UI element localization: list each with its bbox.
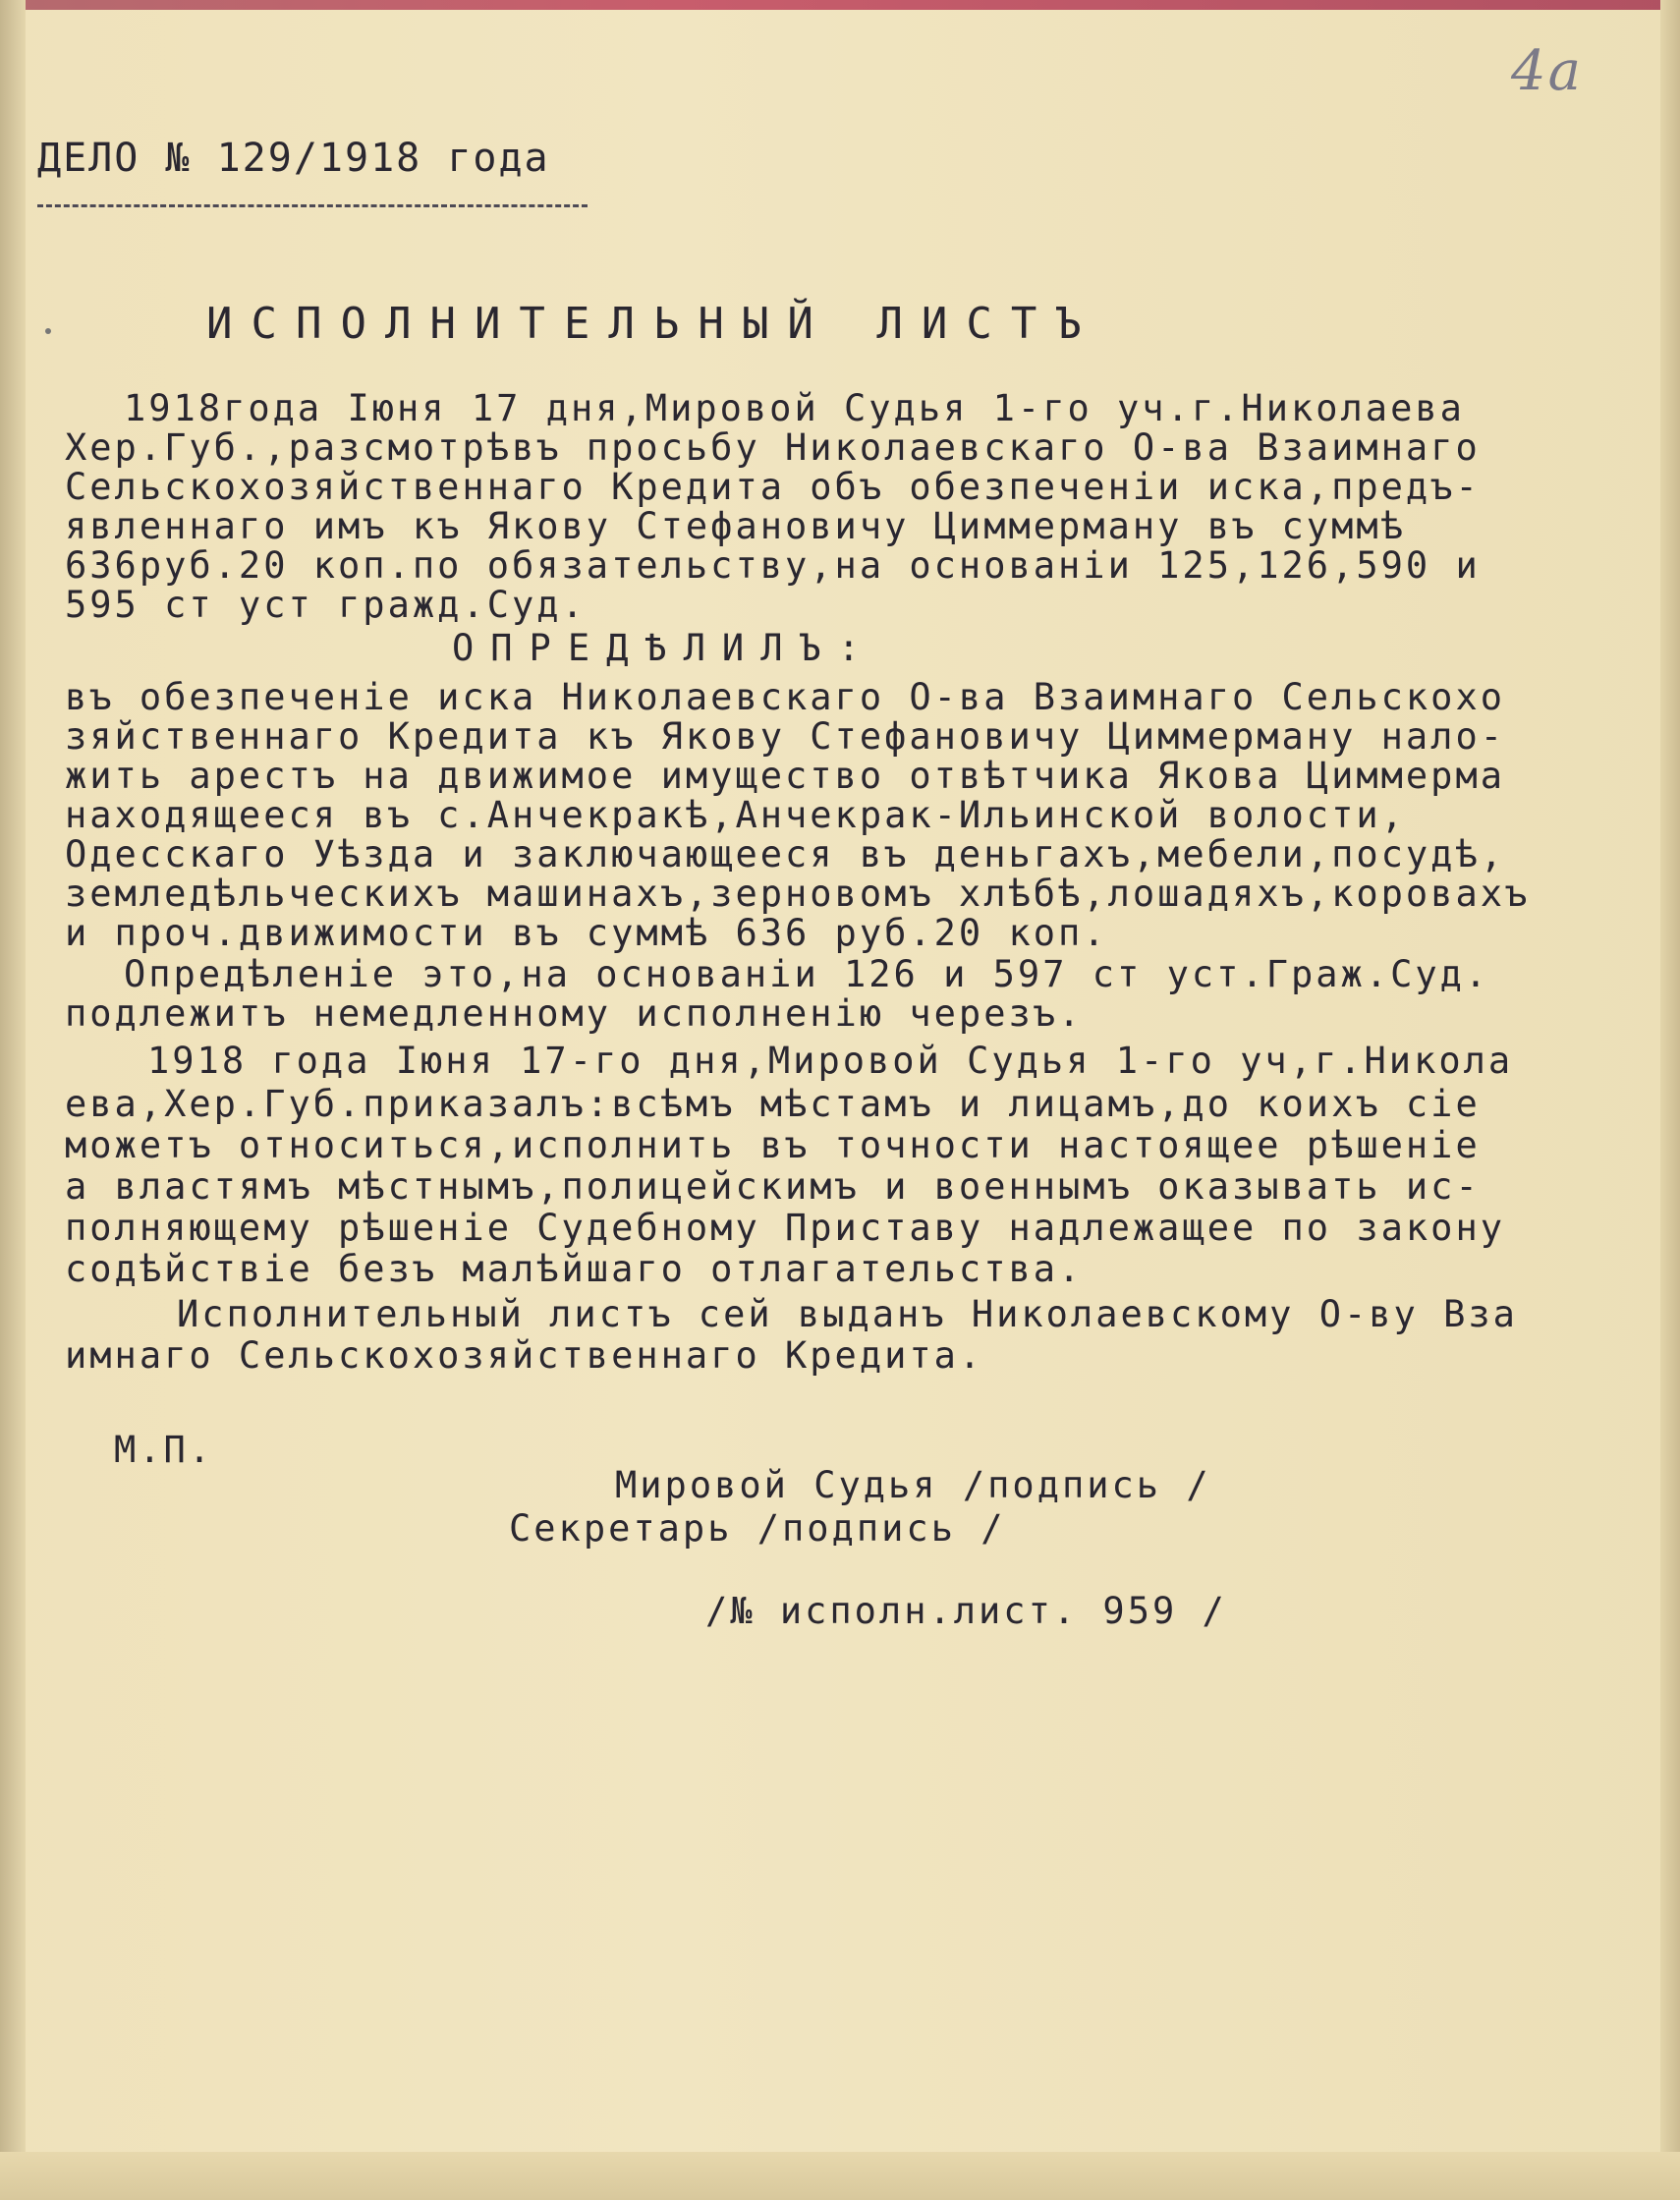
body-line: полняющему рѣшеніе Судебному Приставу надлежащее по закону bbox=[65, 1207, 1506, 1249]
sheet-number: 4a bbox=[1511, 39, 1584, 103]
seal-place: М.П. bbox=[114, 1429, 214, 1471]
right-edge bbox=[1660, 0, 1680, 2200]
secretary-signature: Секретарь /подпись / bbox=[509, 1507, 1006, 1550]
body-line: Хер.Губ.,разсмотрѣвъ просьбу Николаевскаго О-ва Взаимнаго bbox=[65, 426, 1481, 469]
body-line: находящееся въ с.Анчекракѣ,Анчекрак-Ильинской волости, bbox=[65, 794, 1406, 836]
document-title: ИСПОЛНИТЕЛЬНЫЙ ЛИСТЪ bbox=[206, 299, 1100, 349]
body-line: Одесскаго Уѣзда и заключающееся въ деньгахъ,мебели,посудѣ, bbox=[65, 833, 1506, 875]
body-line: жить арестъ на движимое имущество отвѣтчика Якова Циммерма bbox=[65, 755, 1506, 797]
body-line: а властямъ мѣстнымъ,полицейскимъ и военнымъ оказывать ис- bbox=[65, 1165, 1481, 1208]
body-line: Исполнительный листъ сей выданъ Николаевскому О-ву Вза bbox=[177, 1293, 1518, 1335]
body-line: содѣйствіе безъ малѣйшаго отлагательства. bbox=[65, 1248, 1084, 1290]
folder-edge-strip bbox=[0, 0, 1680, 10]
body-line: ева,Хер.Губ.приказалъ:всѣмъ мѣстамъ и лицамъ,до коихъ сіе bbox=[65, 1083, 1481, 1125]
body-line: 1918 года Iюня 17-го дня,Мировой Судья 1-го уч,г.Никола bbox=[147, 1040, 1514, 1082]
next-sheet-edge bbox=[0, 2152, 1680, 2200]
case-number-underline bbox=[37, 204, 588, 207]
case-number: ДЕЛО № 129/1918 года bbox=[37, 136, 550, 181]
body-line: 636руб.20 коп.по обязательству,на основаніи 125,126,590 и bbox=[65, 544, 1481, 587]
body-line: 595 ст уст гражд.Суд. bbox=[65, 584, 587, 626]
body-line: подлежитъ немедленному исполненію черезъ. bbox=[65, 992, 1084, 1035]
section-heading-determined: ОПРЕДѢЛИЛЪ: bbox=[452, 627, 877, 669]
judge-signature: Мировой Судья /подпись / bbox=[615, 1464, 1211, 1506]
body-line: явленнаго имъ къ Якову Стефановичу Циммерману въ суммѣ bbox=[65, 505, 1406, 547]
body-line: 1918года Iюня 17 дня,Мировой Судья 1-го уч.г.Николаева bbox=[124, 387, 1465, 429]
binding-edge bbox=[0, 0, 26, 2200]
body-line: Опредѣленіе это,на основаніи 126 и 597 ст уст.Граж.Суд. bbox=[124, 953, 1490, 995]
margin-mark bbox=[45, 328, 51, 334]
body-line: въ обезпеченіе иска Николаевскаго О-ва Взаимнаго Сельскохо bbox=[65, 676, 1506, 718]
body-line: зяйственнаго Кредита къ Якову Стефановичу Циммерману нало- bbox=[65, 715, 1506, 758]
body-line: имнаго Сельскохозяйственнаго Кредита. bbox=[65, 1334, 984, 1377]
body-line: земледѣльческихъ машинахъ,зерновомъ хлѣбѣ,лошадяхъ,коровахъ bbox=[65, 873, 1531, 915]
body-line: и проч.движимости въ суммѣ 636 руб.20 коп. bbox=[65, 912, 1108, 954]
body-line: Сельскохозяйственнаго Кредита объ обезпеченіи иска,предъ- bbox=[65, 466, 1481, 508]
writ-number: /№ исполн.лист. 959 / bbox=[705, 1590, 1227, 1632]
body-line: можетъ относиться,исполнить въ точности настоящее рѣшеніе bbox=[65, 1124, 1481, 1166]
